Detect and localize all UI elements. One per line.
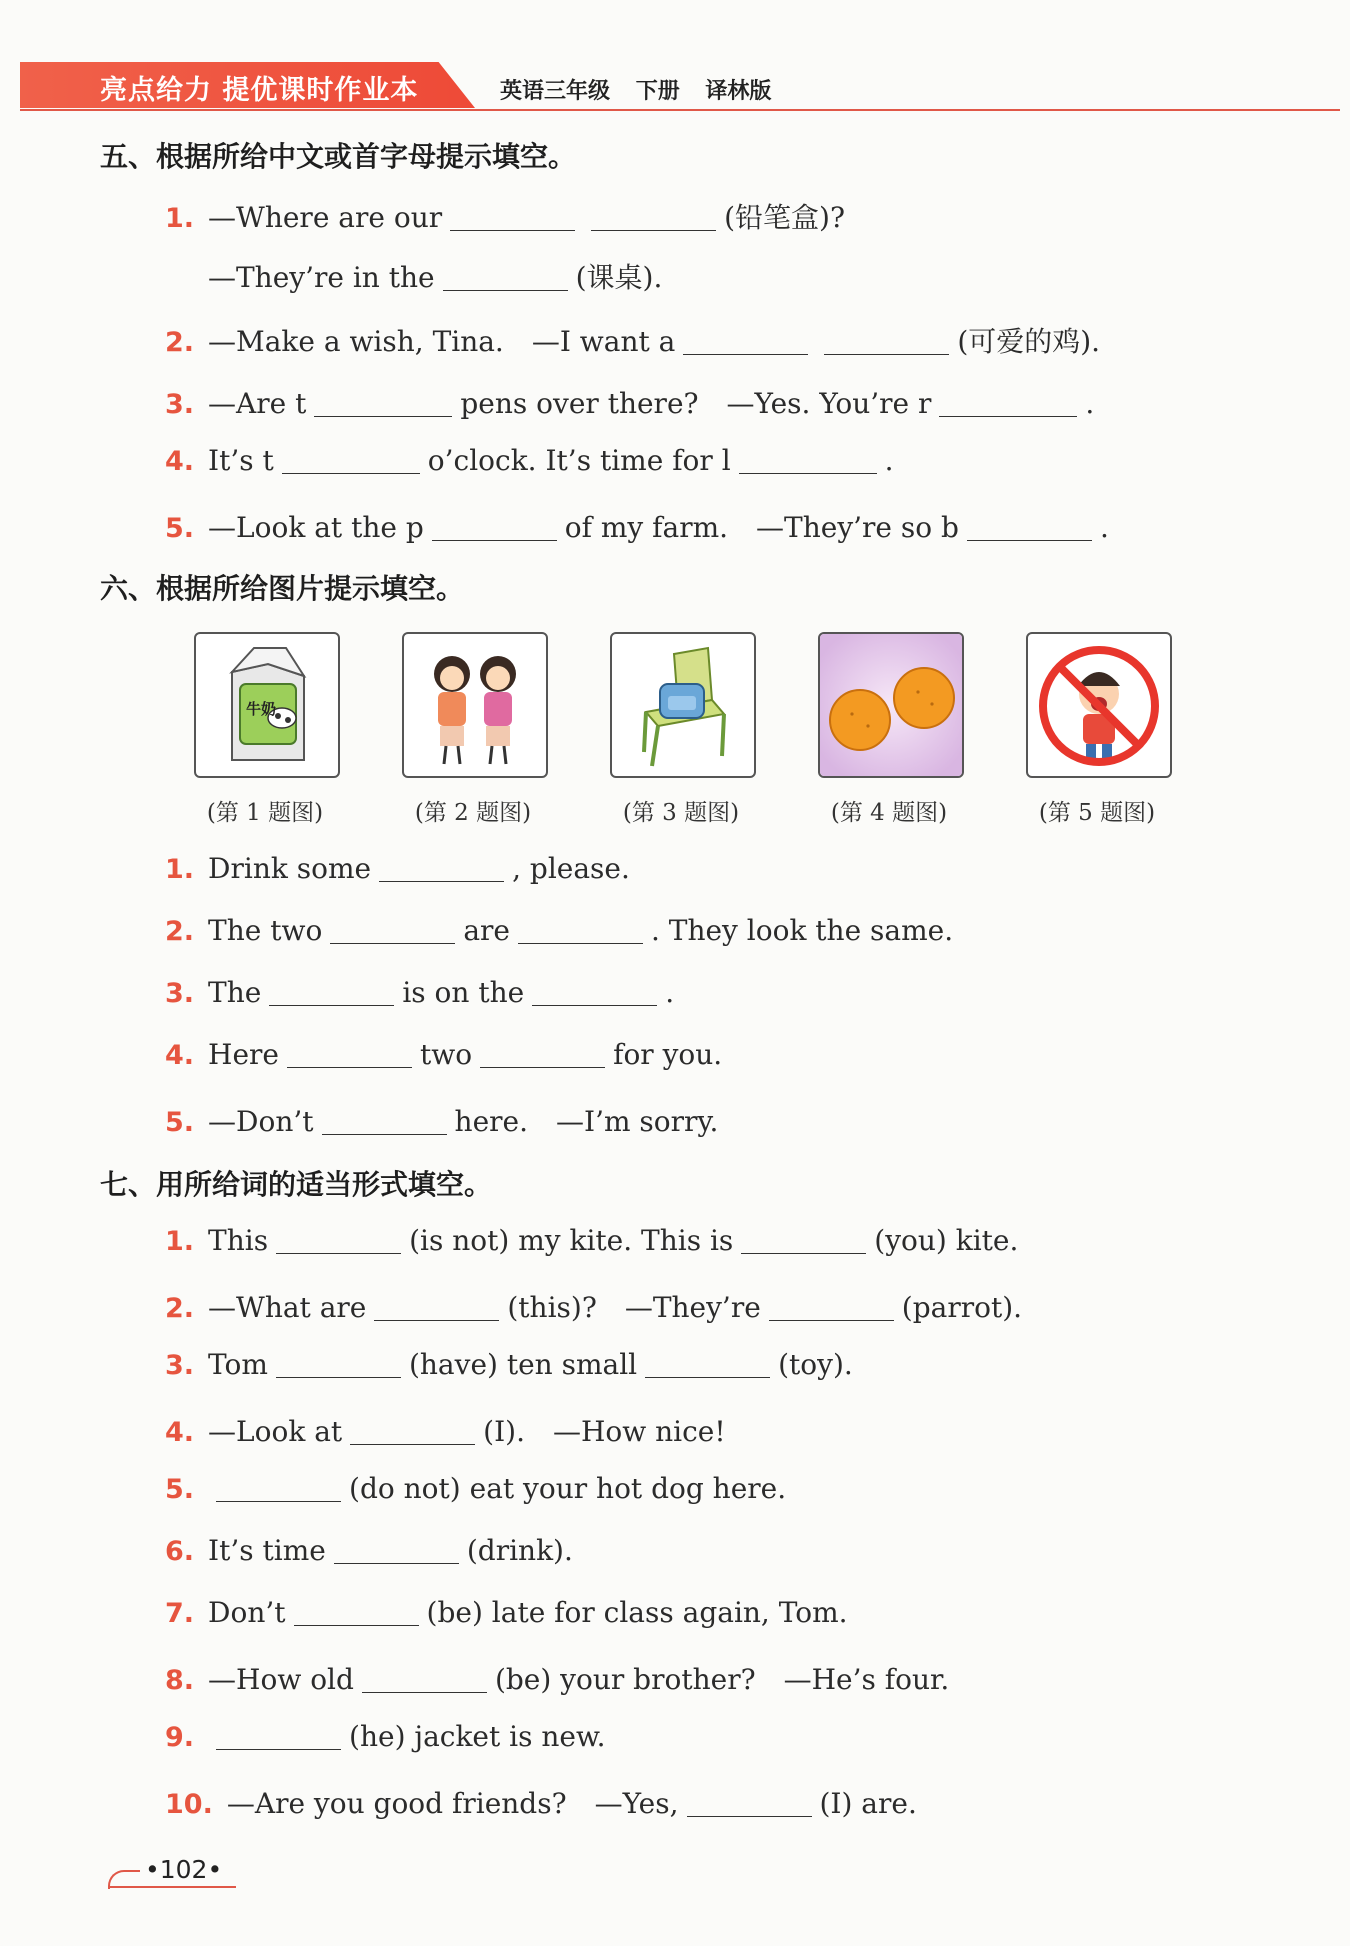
question-number: 3. bbox=[165, 389, 195, 420]
s5-question-5: 5. —Look at the p of my farm. —They’re so b . bbox=[165, 511, 1109, 544]
answer-blank[interactable] bbox=[769, 1294, 894, 1321]
caption-2: (第 2 题图) bbox=[414, 800, 532, 826]
s7-question-4: 4. —Look at (I). —How nice! bbox=[165, 1415, 726, 1448]
question-number: 2. bbox=[165, 916, 195, 947]
answer-blank[interactable] bbox=[687, 1790, 812, 1817]
no-shouting-sign-icon bbox=[1028, 634, 1170, 776]
section-5-title: 五、根据所给中文或首字母提示填空。 bbox=[100, 140, 577, 173]
answer-blank[interactable] bbox=[443, 264, 568, 291]
picture-5-no-shouting bbox=[1026, 632, 1172, 778]
section-6-title: 六、根据所给图片提示填空。 bbox=[100, 572, 465, 605]
question-number: 10. bbox=[165, 1789, 213, 1820]
book-title: 亮点给力 提优课时作业本 bbox=[100, 75, 419, 106]
answer-blank[interactable] bbox=[967, 514, 1092, 541]
subject-label: 英语三年级 bbox=[500, 79, 611, 104]
question-number: 3. bbox=[165, 978, 195, 1009]
question-number: 2. bbox=[165, 1293, 195, 1324]
page-number-rule bbox=[108, 1886, 236, 1888]
question-number: 1. bbox=[165, 1226, 195, 1257]
s7-question-6: 6. It’s time (drink). bbox=[165, 1534, 573, 1567]
volume-label: 下册 bbox=[635, 79, 680, 104]
caption-3: (第 3 题图) bbox=[622, 800, 740, 826]
answer-blank[interactable] bbox=[379, 855, 504, 882]
page-number: •102• bbox=[145, 1855, 223, 1884]
answer-blank[interactable] bbox=[374, 1294, 499, 1321]
s6-question-5: 5. —Don’t here. —I’m sorry. bbox=[165, 1105, 719, 1138]
answer-blank[interactable] bbox=[282, 447, 420, 474]
answer-blank[interactable] bbox=[518, 917, 643, 944]
question-number: 4. bbox=[165, 1417, 195, 1448]
s6-question-2: 2. The two are . They look the same. bbox=[165, 914, 954, 947]
answer-blank[interactable] bbox=[450, 204, 575, 231]
question-number: 8. bbox=[165, 1665, 195, 1696]
answer-blank[interactable] bbox=[939, 390, 1077, 417]
question-number: 2. bbox=[165, 327, 195, 358]
question-number: 5. bbox=[165, 1107, 195, 1138]
edition-label: 译林版 bbox=[705, 79, 772, 104]
s6-question-3: 3. The is on the . bbox=[165, 976, 675, 1009]
question-number: 5. bbox=[165, 513, 195, 544]
question-number: 1. bbox=[165, 203, 195, 234]
s5-question-3: 3. —Are t pens over there? —Yes. You’re r . bbox=[165, 387, 1095, 420]
question-number: 5. bbox=[165, 1474, 195, 1505]
caption-4: (第 4 题图) bbox=[830, 800, 948, 826]
twin-girls-icon bbox=[404, 634, 546, 776]
s6-question-4: 4. Here two for you. bbox=[165, 1038, 723, 1071]
s6-question-1: 1. Drink some , please. bbox=[165, 852, 630, 885]
two-oranges-icon bbox=[820, 634, 962, 776]
answer-blank[interactable] bbox=[741, 1227, 866, 1254]
answer-blank[interactable] bbox=[269, 979, 394, 1006]
answer-blank[interactable] bbox=[739, 447, 877, 474]
header-rule bbox=[20, 109, 1340, 111]
answer-blank[interactable] bbox=[330, 917, 455, 944]
s7-question-1: 1. This (is not) my kite. This is (you) kite. bbox=[165, 1224, 1019, 1257]
question-number: 9. bbox=[165, 1722, 195, 1753]
answer-blank[interactable] bbox=[287, 1041, 412, 1068]
caption-5: (第 5 题图) bbox=[1038, 800, 1156, 826]
milk-label: 牛奶 bbox=[246, 700, 277, 718]
question-number: 4. bbox=[165, 446, 195, 477]
picture-3-bag-chair bbox=[610, 632, 756, 778]
answer-blank[interactable] bbox=[683, 328, 808, 355]
answer-blank[interactable] bbox=[276, 1227, 401, 1254]
answer-blank[interactable] bbox=[591, 204, 716, 231]
answer-blank[interactable] bbox=[480, 1041, 605, 1068]
answer-blank[interactable] bbox=[276, 1351, 401, 1378]
answer-blank[interactable] bbox=[334, 1537, 459, 1564]
s5-question-1: 1. —Where are our (铅笔盒)? bbox=[165, 201, 845, 234]
s7-question-9: 9. (he) jacket is new. bbox=[165, 1720, 606, 1753]
question-number: 3. bbox=[165, 1350, 195, 1381]
s7-question-7: 7. Don’t (be) late for class again, Tom. bbox=[165, 1596, 848, 1629]
answer-blank[interactable] bbox=[294, 1599, 419, 1626]
answer-blank[interactable] bbox=[362, 1666, 487, 1693]
s7-question-8: 8. —How old (be) your brother? —He’s four. bbox=[165, 1663, 950, 1696]
answer-blank[interactable] bbox=[350, 1418, 475, 1445]
question-number: 6. bbox=[165, 1536, 195, 1567]
answer-blank[interactable] bbox=[216, 1723, 341, 1750]
answer-blank[interactable] bbox=[645, 1351, 770, 1378]
question-number: 7. bbox=[165, 1598, 195, 1629]
s7-question-5: 5. (do not) eat your hot dog here. bbox=[165, 1472, 787, 1505]
s7-question-10: 10. —Are you good friends? —Yes, (I) are. bbox=[165, 1787, 917, 1820]
caption-1: (第 1 题图) bbox=[206, 800, 324, 826]
s5-question-1b: —They’re in the (课桌). bbox=[208, 261, 663, 294]
s7-question-2: 2. —What are (this)? —They’re (parrot). bbox=[165, 1291, 1023, 1324]
milk-carton-icon bbox=[196, 634, 338, 776]
s5-question-4: 4. It’s t o’clock. It’s time for l . bbox=[165, 444, 894, 477]
s5-question-2: 2. —Make a wish, Tina. —I want a (可爱的鸡). bbox=[165, 325, 1101, 358]
answer-blank[interactable] bbox=[532, 979, 657, 1006]
picture-4-oranges bbox=[818, 632, 964, 778]
question-number: 4. bbox=[165, 1040, 195, 1071]
s7-question-3: 3. Tom (have) ten small (toy). bbox=[165, 1348, 853, 1381]
picture-1-milk bbox=[194, 632, 340, 778]
picture-2-twins bbox=[402, 632, 548, 778]
answer-blank[interactable] bbox=[432, 514, 557, 541]
answer-blank[interactable] bbox=[314, 390, 452, 417]
book-info bbox=[500, 74, 771, 105]
answer-blank[interactable] bbox=[216, 1475, 341, 1502]
section-7-title: 七、用所给词的适当形式填空。 bbox=[100, 1168, 493, 1201]
bag-on-chair-icon bbox=[612, 634, 754, 776]
answer-blank[interactable] bbox=[824, 328, 949, 355]
answer-blank[interactable] bbox=[322, 1108, 447, 1135]
question-number: 1. bbox=[165, 854, 195, 885]
